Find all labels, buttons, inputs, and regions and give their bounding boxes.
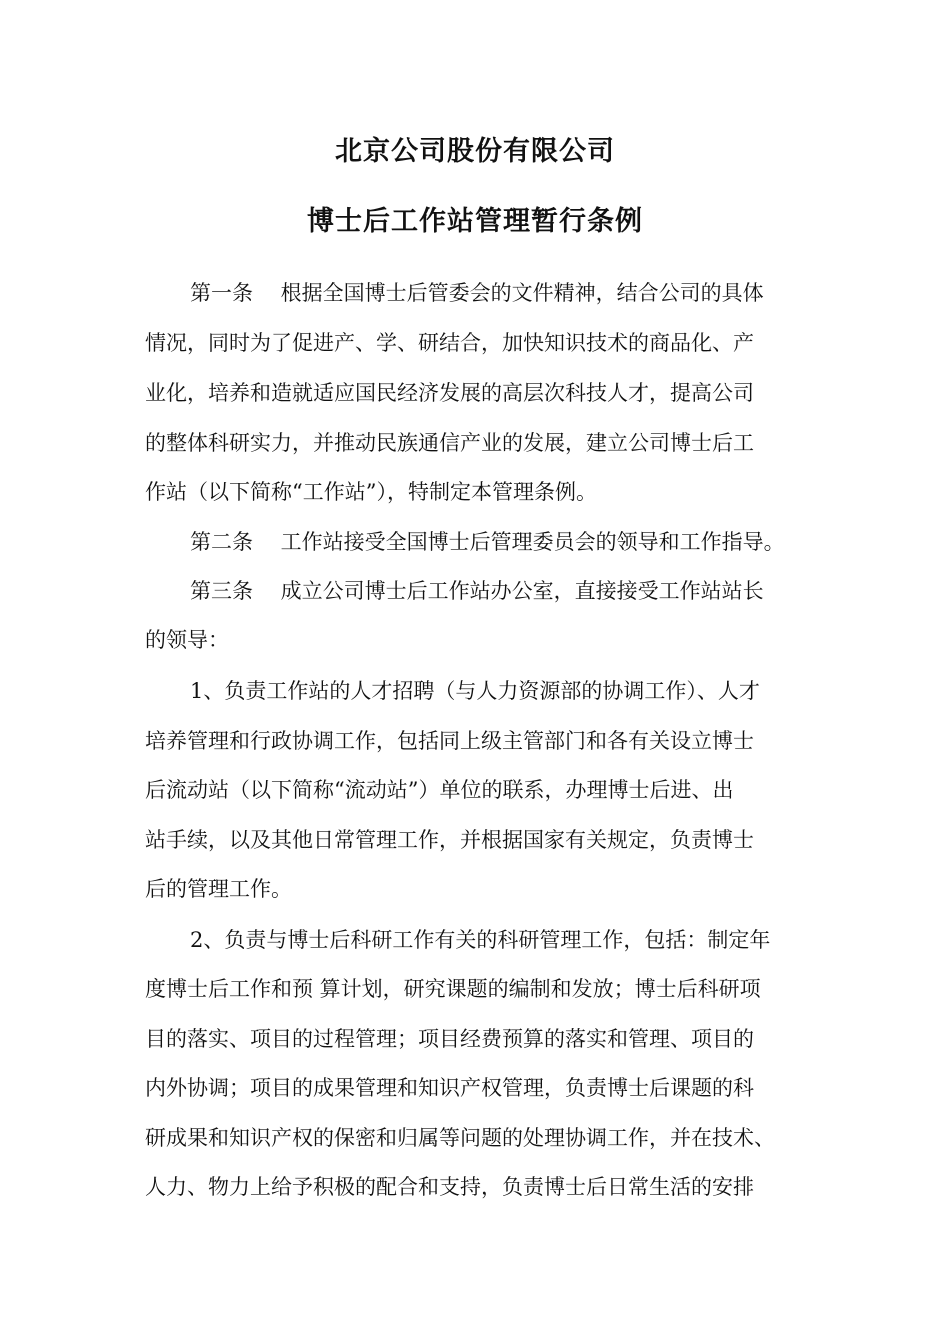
article-1-line-5: 作站（以下简称“工作站”），特制定本管理条例。	[145, 480, 597, 504]
article-1-line-2: 情况，同时为了促进产、学、研结合，加快知识技术的商品化、产	[145, 331, 754, 355]
article-3-line-2: 的领导：	[145, 628, 229, 652]
article-1-line-1: 第一条 根据全国博士后管委会的文件精神，结合公司的具体	[190, 281, 764, 305]
item-1-line-2: 培养管理和行政协调工作，包括同上级主管部门和各有关设立博士	[145, 729, 754, 753]
item-2-line-1: 2、负责与博士后科研工作有关的科研管理工作，包括：制定年	[190, 928, 771, 952]
document-subtitle: 博士后工作站管理暂行条例	[307, 206, 643, 237]
item-2-line-2: 度博士后工作和预 算计划，研究课题的编制和发放；博士后科研项	[145, 977, 761, 1001]
article-2-line-1: 第二条 工作站接受全国博士后管理委员会的领导和工作指导。	[190, 530, 785, 554]
article-3-line-1: 第三条 成立公司博士后工作站办公室，直接接受工作站站长	[190, 579, 764, 603]
item-1-line-4: 站手续，以及其他日常管理工作，并根据国家有关规定，负责博士	[145, 828, 754, 852]
document-title: 北京公司股份有限公司	[335, 136, 615, 167]
item-2-line-3: 目的落实、项目的过程管理；项目经费预算的落实和管理、项目的	[145, 1027, 754, 1051]
item-1-line-5: 后的管理工作。	[145, 877, 292, 901]
article-1-line-3: 业化，培养和造就适应国民经济发展的高层次科技人才，提高公司	[145, 381, 754, 405]
item-1-line-1: 1、负责工作站的人才招聘（与人力资源部的协调工作）、人才	[190, 679, 760, 703]
article-1-line-4: 的整体科研实力，并推动民族通信产业的发展，建立公司博士后工	[145, 431, 754, 455]
item-2-line-4: 内外协调；项目的成果管理和知识产权管理，负责博士后课题的科	[145, 1076, 754, 1100]
item-2-line-5: 研成果和知识产权的保密和归属等问题的处理协调工作，并在技术、	[145, 1126, 775, 1150]
item-1-line-3: 后流动站（以下简称“流动站”）单位的联系，办理博士后进、出	[145, 778, 734, 802]
item-2-line-6: 人力、物力上给予积极的配合和支持，负责博士后日常生活的安排	[145, 1175, 754, 1199]
